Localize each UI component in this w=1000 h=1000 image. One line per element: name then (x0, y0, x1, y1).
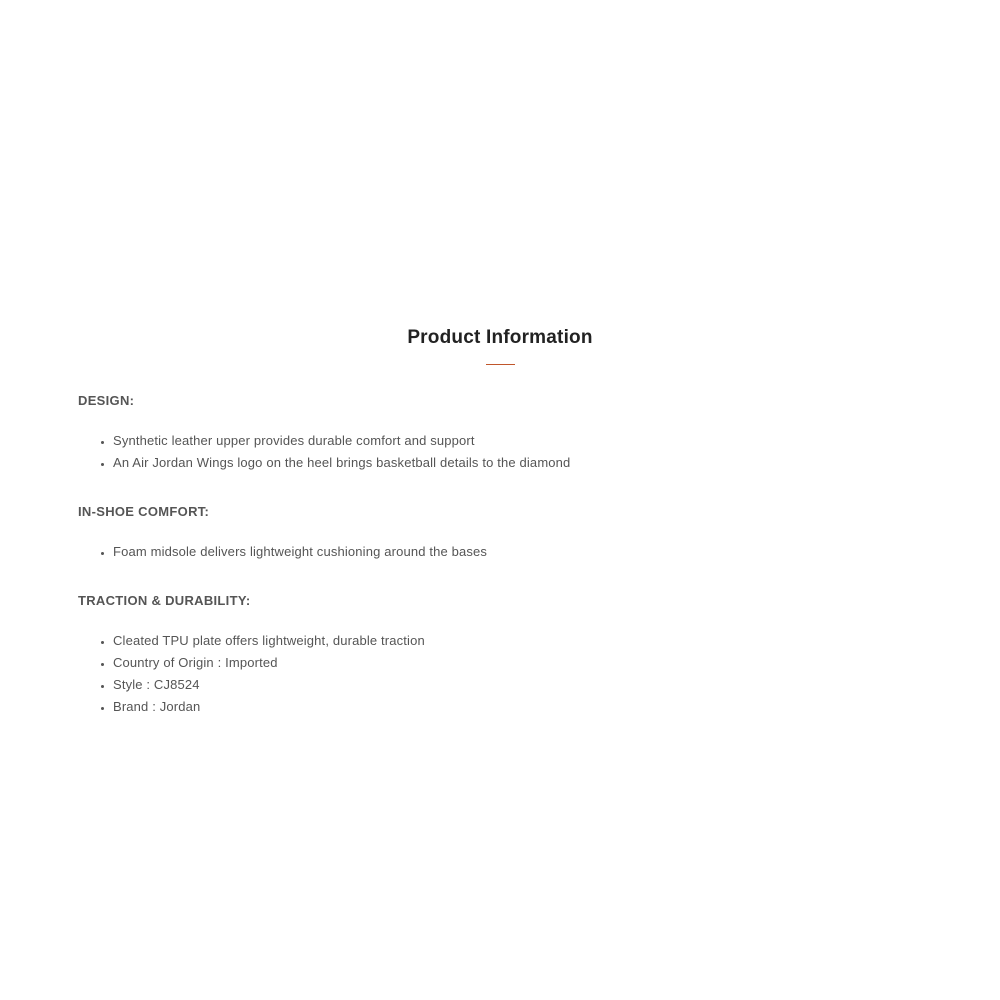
traction-durability-list (78, 630, 922, 718)
section-heading-design: DESIGN: (78, 393, 135, 408)
section-heading-in-shoe-comfort: IN-SHOE COMFORT: (78, 504, 210, 519)
list-item: • Synthetic leather upper provides durable comfort and support (113, 430, 922, 452)
page-title: Product Information (407, 327, 593, 348)
list-item: • An Air Jordan Wings logo on the heel brings basketball details to the diamond (113, 452, 922, 474)
in-shoe-comfort-list (78, 541, 922, 563)
list-item: • Foam midsole delivers lightweight cushioning around the bases (113, 541, 922, 563)
design-list (78, 430, 922, 474)
list-item: • Style : CJ8524 (113, 674, 922, 696)
title-underline-divider (486, 364, 515, 365)
list-item: • Brand : Jordan (113, 696, 922, 718)
product-information-panel (78, 324, 922, 718)
section-heading-traction-durability: TRACTION & DURABILITY: (78, 593, 251, 608)
list-item: • Country of Origin : Imported (113, 652, 922, 674)
list-item: • Cleated TPU plate offers lightweight, durable traction (113, 630, 922, 652)
